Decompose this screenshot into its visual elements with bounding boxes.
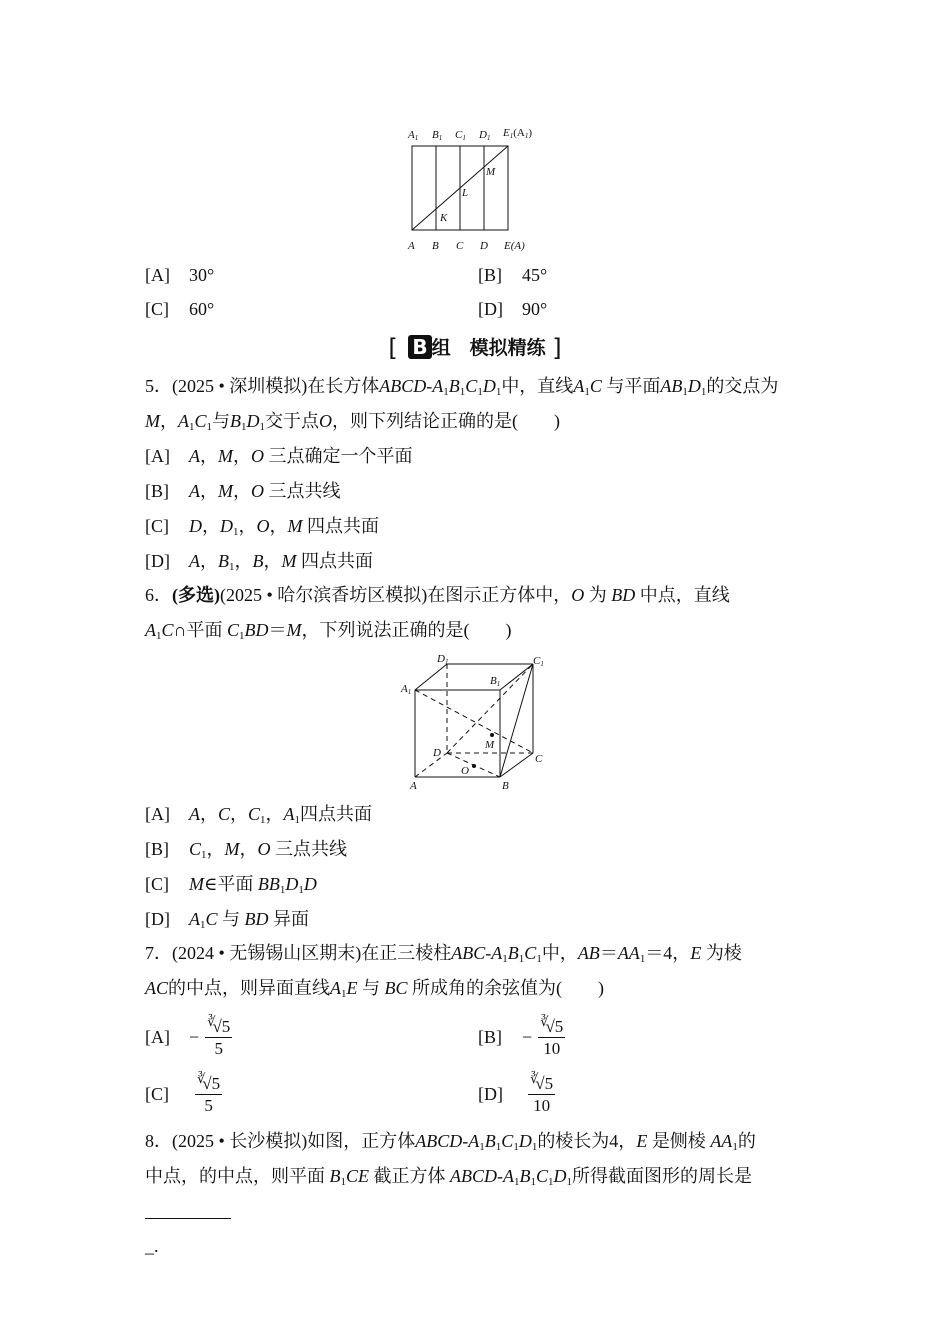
question-8-stem: 8．(2025 • 长沙模拟)如图，正方体ABCD-$A_1B_1C_1D_1$的棱长为4，E 是侧棱 $AA_1$的 中点，的中点，则平面 $B_1CE$ 截正方体 ABCD-$A_1B_1C_1D_1$所得截面图形的周长是 _. <box>145 1131 756 1256</box>
section-header: [ B 组 模拟精练 ] <box>388 334 562 362</box>
question-5-stem: 5．(2025 • 深圳模拟)在长方体ABCD-$A_1B_1C_1D_1$中，直线$A_1C$ 与平面$AB_1D_1$的交点为M，$A_1C_1$与$B_1D_1$交于点O，则下列结论正确的是( ) <box>145 376 779 433</box>
unfolded-prism-figure <box>400 122 550 257</box>
fig1-label-a: A <box>408 240 415 252</box>
answer-blank[interactable] <box>145 1200 231 1219</box>
cube-label-b: B <box>502 780 509 792</box>
fig1-label-e1: E1(A1) <box>503 127 533 140</box>
point-o <box>472 764 476 768</box>
cube-label-m: M <box>485 739 495 751</box>
fig1-label-b: B <box>432 240 439 252</box>
point-m <box>490 733 494 737</box>
q5-option-b: [B] A，M，O 三点共线 <box>145 481 341 501</box>
fig1-label-c1: C1 <box>455 129 466 142</box>
cube-label-c1: C1 <box>533 655 544 668</box>
q6-option-c: [C] M∈平面 $BB_1D_1D$ <box>145 874 317 896</box>
question-6-stem: 6．(多选)(2025 • 哈尔滨香坊区模拟)在图示正方体中，O 为 BD 中点，直线 $A_1C\cap$平面 $C_1BD=M$，下列说法正确的是( ) <box>145 585 730 642</box>
q7-option-d: [D] $\frac{^∛√5}{10}$ <box>478 1071 554 1115</box>
q6-option-b: [B] $C_1$，M，O 三点共线 <box>145 839 348 861</box>
fig1-label-k: K <box>440 212 448 224</box>
q5-option-a: [A] A，M，O 三点确定一个平面 <box>145 446 413 466</box>
q7-option-a: [A] − $\frac{^∛√5}{5}$ <box>145 1014 231 1058</box>
q4-option-d: [D] 90° <box>478 299 548 319</box>
fig1-label-d: D <box>480 240 488 252</box>
fig1-label-e: E(A) <box>504 240 525 252</box>
cube-label-b1: B1 <box>490 675 501 688</box>
cube-label-a1: A1 <box>401 683 412 696</box>
q4-option-c: [C] 60° <box>145 299 215 319</box>
question-7-stem: 7．(2024 • 无锡锡山区期末)在正三棱柱ABC-$A_1B_1C_1$中，$AB=AA_1=4$，E 为棱 AC的中点，则异面直线$A_1E$ 与 BC 所成角的余弦值为( ) <box>145 943 742 1000</box>
q6-option-a: [A] A，C，$C_1$，$A_1$四点共面 <box>145 804 373 826</box>
cube-label-d1: D1 <box>437 653 449 666</box>
q5-option-d: [D] A，$B_1$，B，M 四点共面 <box>145 551 373 573</box>
fig1-label-l: L <box>462 187 469 199</box>
fig1-label-c: C <box>456 240 464 252</box>
q4-option-a: [A] 30° <box>145 265 215 285</box>
fig1-label-b1: B1 <box>432 129 443 142</box>
cube-figure <box>395 652 555 794</box>
cube-label-a: A <box>410 780 417 792</box>
q4-option-b: [B] 45° <box>478 265 548 285</box>
fig1-label-a1: A1 <box>408 129 419 142</box>
fig1-label-m: M <box>486 166 496 178</box>
q7-option-c: [C] $\frac{^∛√5}{5}$ <box>145 1071 221 1115</box>
cube-label-o: O <box>461 765 469 777</box>
fig1-label-d1: D1 <box>479 129 491 142</box>
group-badge: B <box>408 335 431 359</box>
cube-label-d: D <box>433 747 441 759</box>
q7-option-b: [B] − $\frac{^∛√5}{10}$ <box>478 1014 564 1058</box>
cube-label-c: C <box>535 753 543 765</box>
q6-option-d: [D] $A_1C$ 与 BD 异面 <box>145 909 310 931</box>
q5-option-c: [C] D，$D_1$，O，M 四点共面 <box>145 516 379 538</box>
